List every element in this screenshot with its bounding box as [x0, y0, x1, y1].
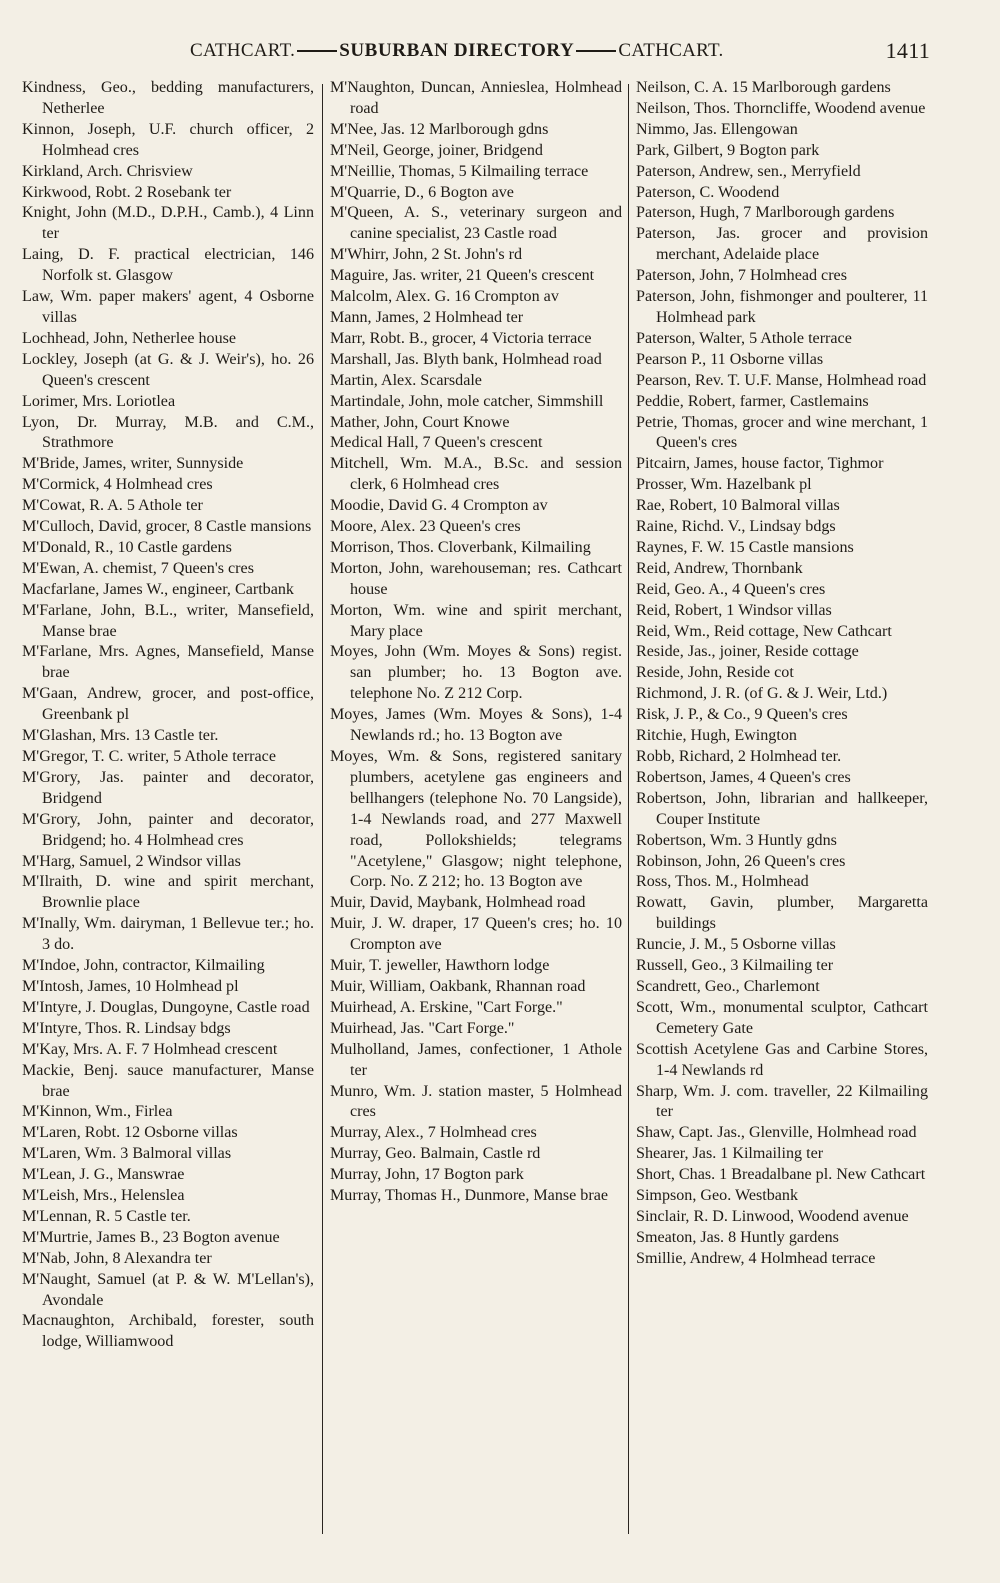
- directory-entry: Knight, John (M.D., D.P.H., Camb.), 4 Linn ter: [22, 204, 314, 243]
- directory-entry: Lochhead, John, Netherlee house: [22, 329, 237, 347]
- directory-columns: [22, 78, 928, 1538]
- directory-entry: Morton, John, warehouseman; res. Cathcart house: [330, 559, 622, 598]
- directory-entry: Moore, Alex. 23 Queen's cres: [330, 518, 521, 536]
- directory-entry: Marshall, Jas. Blyth bank, Holmhead road: [330, 350, 602, 368]
- directory-entry: M'Ilraith, D. wine and spirit merchant, Brownlie place: [22, 873, 314, 912]
- directory-entry: Moyes, John (Wm. Moyes & Sons) regist. san plumber; ho. 13 Bogton ave. telephone No. Z 212 Corp.: [330, 643, 622, 703]
- directory-entry: M'Grory, Jas. painter and decorator, Bridgend: [22, 768, 314, 807]
- column-divider: [628, 84, 629, 1534]
- directory-entry: M'Kinnon, Wm., Firlea: [22, 1103, 173, 1121]
- header-left: CATHCART.: [190, 40, 296, 61]
- directory-entry: Paterson, John, fishmonger and poulterer, 11 Holmhead park: [636, 288, 928, 326]
- directory-entry: M'Indoe, John, contractor, Kilmailing: [22, 957, 265, 975]
- directory-entry: Reside, John, Reside cot: [636, 664, 794, 682]
- directory-entry: Reid, Geo. A., 4 Queen's cres: [636, 580, 826, 598]
- directory-entry: Murray, Alex., 7 Holmhead cres: [330, 1124, 537, 1142]
- directory-entry: Muirhead, A. Erskine, "Cart Forge.": [330, 998, 563, 1016]
- directory-entry: Paterson, Jas. grocer and provision merchant, Adelaide place: [636, 225, 928, 264]
- directory-entry: Smillie, Andrew, 4 Holmhead terrace: [636, 1249, 876, 1267]
- directory-entry: Kirkwood, Robt. 2 Rosebank ter: [22, 183, 232, 201]
- header-title: SUBURBAN DIRECTORY: [339, 40, 575, 61]
- directory-entry: Muir, T. jeweller, Hawthorn lodge: [330, 957, 550, 975]
- directory-entry: Runcie, J. M., 5 Osborne villas: [636, 936, 836, 954]
- directory-entry: Martindale, John, mole catcher, Simmshill: [330, 392, 604, 410]
- directory-entry: Paterson, C. Woodend: [636, 183, 780, 201]
- directory-entry: M'Culloch, David, grocer, 8 Castle mansions: [22, 518, 312, 536]
- directory-entry: M'Farlane, John, B.L., writer, Mansefield, Manse brae: [22, 601, 314, 640]
- directory-entry: Lorimer, Mrs. Loriotlea: [22, 392, 176, 410]
- directory-entry: Pitcairn, James, house factor, Tighmor: [636, 455, 884, 473]
- directory-entry: Muirhead, Jas. "Cart Forge.": [330, 1019, 515, 1037]
- directory-entry: Murray, Geo. Balmain, Castle rd: [330, 1145, 541, 1163]
- directory-entry: Moyes, Wm. & Sons, registered sanitary plumbers, acetylene gas engineers and bellhangers (telephone No. 70 Langside), 1-4 Newlands road, and 277 Maxwell road, Pollokshields; telegrams "Acetylene," Glasgow; night telephone, Corp. No. Z 212; ho. 13 Bogton ave: [330, 748, 622, 891]
- directory-entry: M'Nab, John, 8 Alexandra ter: [22, 1249, 212, 1267]
- directory-entry: M'Kay, Mrs. A. F. 7 Holmhead crescent: [22, 1040, 278, 1058]
- directory-entry: M'Cormick, 4 Holmhead cres: [22, 476, 213, 494]
- directory-entry: Robertson, John, librarian and hallkeeper, Couper Institute: [636, 789, 928, 828]
- directory-entry: M'Neillie, Thomas, 5 Kilmailing terrace: [330, 162, 589, 180]
- directory-entry: M'Laren, Robt. 12 Osborne villas: [22, 1124, 238, 1142]
- directory-entry: Macfarlane, James W., engineer, Cartbank: [22, 580, 294, 598]
- directory-entry: Paterson, Andrew, sen., Merryfield: [636, 162, 861, 180]
- column-3: [636, 78, 928, 1538]
- directory-entry: Robertson, James, 4 Queen's cres: [636, 768, 851, 786]
- page-number: 1411: [885, 38, 930, 63]
- directory-entry: M'Neil, George, joiner, Bridgend: [330, 141, 543, 159]
- directory-entry: M'Glashan, Mrs. 13 Castle ter.: [22, 727, 219, 745]
- directory-entry: Paterson, Hugh, 7 Marlborough gardens: [636, 204, 895, 222]
- directory-entry: Shaw, Capt. Jas., Glenville, Holmhead road: [636, 1124, 917, 1142]
- directory-entry: Medical Hall, 7 Queen's crescent: [330, 434, 543, 452]
- column-2: [330, 78, 622, 1538]
- column-divider: [322, 84, 323, 1534]
- directory-entry: Paterson, John, 7 Holmhead cres: [636, 267, 847, 285]
- directory-entry: M'Cowat, R. A. 5 Athole ter: [22, 497, 203, 515]
- directory-entry: Martin, Alex. Scarsdale: [330, 371, 482, 389]
- directory-entry: Rowatt, Gavin, plumber, Margaretta buildings: [636, 894, 928, 933]
- directory-entry: Moyes, James (Wm. Moyes & Sons), 1-4 Newlands rd.; ho. 13 Bogton ave: [330, 706, 622, 745]
- directory-entry: Paterson, Walter, 5 Athole terrace: [636, 329, 852, 347]
- directory-entry: Robb, Richard, 2 Holmhead ter.: [636, 748, 842, 765]
- directory-entry: M'Murtrie, James B., 23 Bogton avenue: [22, 1228, 280, 1246]
- directory-entry: Marr, Robt. B., grocer, 4 Victoria terrace: [330, 329, 592, 347]
- directory-entry: Scandrett, Geo., Charlemont: [636, 977, 820, 995]
- directory-entry: Smeaton, Jas. 8 Huntly gardens: [636, 1228, 839, 1246]
- directory-entry: Richmond, J. R. (of G. & J. Weir, Ltd.): [636, 685, 888, 703]
- column-1: [22, 78, 314, 1538]
- directory-entry: Park, Gilbert, 9 Bogton park: [636, 141, 820, 159]
- directory-entry: M'Intyre, Thos. R. Lindsay bdgs: [22, 1019, 231, 1037]
- directory-entry: Prosser, Wm. Hazelbank pl: [636, 476, 812, 494]
- directory-entry: M'Nee, Jas. 12 Marlborough gdns: [330, 120, 549, 138]
- directory-entry: Ritchie, Hugh, Ewington: [636, 727, 797, 745]
- directory-entry: Muir, J. W. draper, 17 Queen's cres; ho. 10 Crompton ave: [330, 915, 622, 954]
- directory-entry: Pearson P., 11 Osborne villas: [636, 350, 824, 368]
- directory-entry: Russell, Geo., 3 Kilmailing ter: [636, 957, 834, 975]
- directory-entry: M'Gregor, T. C. writer, 5 Athole terrace: [22, 748, 276, 765]
- directory-entry: Morrison, Thos. Cloverbank, Kilmailing: [330, 538, 591, 556]
- page-header: [190, 36, 930, 66]
- directory-entry: Neilson, C. A. 15 Marlborough gardens: [636, 79, 891, 96]
- directory-entry: M'Farlane, Mrs. Agnes, Mansefield, Manse brae: [22, 643, 314, 682]
- directory-entry: Rae, Robert, 10 Balmoral villas: [636, 497, 840, 515]
- header-dash-left: [297, 50, 337, 52]
- directory-entry: M'Bride, James, writer, Sunnyside: [22, 455, 244, 473]
- directory-entry: Reside, Jas., joiner, Reside cottage: [636, 643, 859, 661]
- directory-entry: Simpson, Geo. Westbank: [636, 1187, 799, 1205]
- directory-entry: Nimmo, Jas. Ellengowan: [636, 120, 798, 138]
- directory-entry: Robertson, Wm. 3 Huntly gdns: [636, 831, 837, 849]
- directory-entry: Shearer, Jas. 1 Kilmailing ter: [636, 1145, 824, 1163]
- directory-entry: Murray, Thomas H., Dunmore, Manse brae: [330, 1187, 608, 1205]
- directory-entry: Ross, Thos. M., Holmhead: [636, 873, 809, 891]
- directory-entry: M'Whirr, John, 2 St. John's rd: [330, 246, 523, 264]
- directory-entry: Reid, Robert, 1 Windsor villas: [636, 601, 832, 619]
- header-dash-right: [576, 50, 616, 52]
- directory-entry: Laing, D. F. practical electrician, 146 Norfolk st. Glasgow: [22, 246, 314, 285]
- directory-entry: Lockley, Joseph (at G. & J. Weir's), ho. 26 Queen's crescent: [22, 350, 314, 389]
- directory-entry: Robinson, John, 26 Queen's cres: [636, 852, 846, 870]
- directory-entry: Reid, Andrew, Thornbank: [636, 559, 803, 577]
- directory-entry: M'Intyre, J. Douglas, Dungoyne, Castle road: [22, 998, 310, 1016]
- directory-entry: M'Naughton, Duncan, Annieslea, Holmhead road: [330, 79, 622, 117]
- directory-entry: M'Grory, John, painter and decorator, Bridgend; ho. 4 Holmhead cres: [22, 810, 314, 849]
- directory-entry: Short, Chas. 1 Breadalbane pl. New Cathcart: [636, 1166, 926, 1184]
- directory-entry: M'Ewan, A. chemist, 7 Queen's cres: [22, 559, 254, 577]
- directory-entry: Morton, Wm. wine and spirit merchant, Mary place: [330, 601, 622, 640]
- directory-entry: Muir, David, Maybank, Holmhead road: [330, 894, 586, 912]
- directory-entry: Peddie, Robert, farmer, Castlemains: [636, 392, 869, 410]
- directory-entry: Moodie, David G. 4 Crompton av: [330, 497, 548, 515]
- directory-entry: Sinclair, R. D. Linwood, Woodend avenue: [636, 1207, 909, 1225]
- directory-entry: Sharp, Wm. J. com. traveller, 22 Kilmailing ter: [636, 1082, 928, 1121]
- directory-entry: Raynes, F. W. 15 Castle mansions: [636, 538, 854, 556]
- directory-entry: Law, Wm. paper makers' agent, 4 Osborne villas: [22, 288, 314, 326]
- directory-entry: Mather, John, Court Knowe: [330, 413, 510, 431]
- directory-entry: M'Inally, Wm. dairyman, 1 Bellevue ter.; ho. 3 do.: [22, 915, 314, 954]
- directory-entry: M'Quarrie, D., 6 Bogton ave: [330, 183, 514, 201]
- directory-entry: M'Naught, Samuel (at P. & W. M'Lellan's), Avondale: [22, 1270, 314, 1309]
- directory-entry: Petrie, Thomas, grocer and wine merchant, 1 Queen's cres: [636, 413, 928, 452]
- directory-entry: M'Lean, J. G., Manswrae: [22, 1166, 185, 1184]
- directory-entry: M'Laren, Wm. 3 Balmoral villas: [22, 1145, 232, 1163]
- directory-entry: M'Lennan, R. 5 Castle ter.: [22, 1207, 191, 1225]
- directory-entry: Mitchell, Wm. M.A., B.Sc. and session clerk, 6 Holmhead cres: [330, 455, 622, 494]
- directory-entry: M'Leish, Mrs., Helenslea: [22, 1187, 185, 1205]
- directory-entry: M'Queen, A. S., veterinary surgeon and canine specialist, 23 Castle road: [330, 204, 622, 243]
- directory-entry: Muir, William, Oakbank, Rhannan road: [330, 977, 586, 995]
- directory-entry: Kinnon, Joseph, U.F. church officer, 2 Holmhead cres: [22, 120, 314, 159]
- directory-entry: M'Gaan, Andrew, grocer, and post-office, Greenbank pl: [22, 685, 314, 724]
- directory-entry: Maguire, Jas. writer, 21 Queen's crescent: [330, 267, 595, 285]
- directory-entry: Scott, Wm., monumental sculptor, Cathcart Cemetery Gate: [636, 998, 928, 1037]
- directory-entry: Mulholland, James, confectioner, 1 Athole ter: [330, 1040, 622, 1079]
- directory-entry: Lyon, Dr. Murray, M.B. and C.M., Strathmore: [22, 413, 314, 452]
- directory-entry: M'Donald, R., 10 Castle gardens: [22, 538, 232, 556]
- directory-entry: Kindness, Geo., bedding manufacturers, Netherlee: [22, 79, 314, 117]
- directory-entry: Malcolm, Alex. G. 16 Crompton av: [330, 288, 559, 306]
- directory-entry: Munro, Wm. J. station master, 5 Holmhead cres: [330, 1082, 622, 1121]
- directory-entry: Raine, Richd. V., Lindsay bdgs: [636, 518, 836, 536]
- directory-entry: Kirkland, Arch. Chrisview: [22, 162, 193, 180]
- directory-entry: Neilson, Thos. Thorncliffe, Woodend avenue: [636, 99, 926, 117]
- directory-entry: Macnaughton, Archibald, forester, south lodge, Williamwood: [22, 1312, 314, 1351]
- directory-entry: Mann, James, 2 Holmhead ter: [330, 308, 524, 326]
- header-right: CATHCART.: [618, 40, 724, 61]
- directory-entry: M'Harg, Samuel, 2 Windsor villas: [22, 852, 241, 870]
- directory-entry: Reid, Wm., Reid cottage, New Cathcart: [636, 622, 892, 640]
- directory-entry: Murray, John, 17 Bogton park: [330, 1166, 524, 1184]
- directory-entry: Mackie, Benj. sauce manufacturer, Manse brae: [22, 1061, 314, 1100]
- directory-entry: Pearson, Rev. T. U.F. Manse, Holmhead road: [636, 371, 927, 389]
- directory-entry: M'Intosh, James, 10 Holmhead pl: [22, 977, 239, 995]
- directory-entry: Scottish Acetylene Gas and Carbine Stores, 1-4 Newlands rd: [636, 1040, 928, 1079]
- directory-entry: Risk, J. P., & Co., 9 Queen's cres: [636, 706, 848, 724]
